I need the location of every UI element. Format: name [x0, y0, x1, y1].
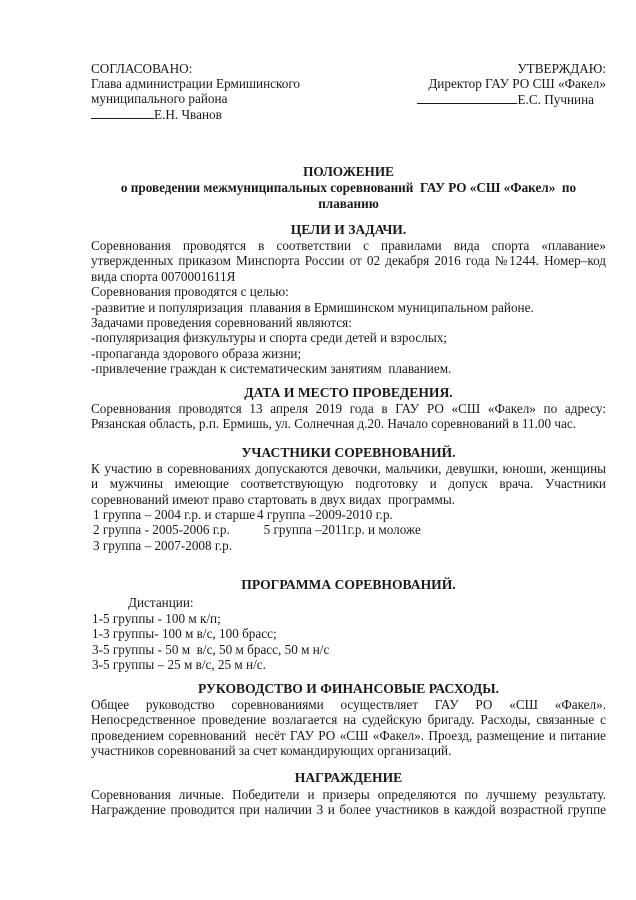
awards-line: Соревнования личные. Победители и призеры определяются по лучшему результату. [91, 787, 606, 802]
date-place-line: Рязанская область, р.п. Ермишь, ул. Солнечная д.20. Начало соревнований в 11.00 час. [91, 416, 577, 432]
participants-line: и мужчины имеющие соответствующую подготовку и допуск врача. Участники [91, 476, 606, 492]
approval-left-signature-name: Е.Н. Чванов [154, 107, 222, 122]
signature-line [417, 91, 517, 104]
approval-left-block [91, 61, 300, 122]
goals-line: -привлечение граждан к систематическим занятиям плаванием. [91, 361, 452, 377]
participants-line: К участию в соревнованиях допускаются девочки, мальчики, девушки, юноши, женщины [91, 461, 606, 476]
section-body-management [91, 697, 606, 759]
distance-line: 1-3 группы- 100 м в/с, 100 брасс; [92, 626, 277, 642]
distance-line: 1-5 группы - 100 м к/п; [92, 611, 221, 626]
goals-line: -развитие и популяризация плавания в Ермишинском муниципальном районе. [91, 299, 534, 315]
goals-line: Соревнования проводятся в соответствии с правилами вида спорта «плавание» [91, 238, 606, 253]
approval-right-title: УТВЕРЖДАЮ: [517, 61, 606, 76]
section-heading-awards: НАГРАЖДЕНИЕ [294, 770, 403, 785]
goals-line: утвержденных приказом Минспорта России от 02 декабря 2016 года №1244. Номер–код [91, 253, 606, 269]
section-heading-program: ПРОГРАММА СОРЕВНОВАНИЙ. [241, 577, 456, 592]
section-heading-participants: УЧАСТНИКИ СОРЕВНОВАНИЙ. [241, 445, 456, 460]
age-group-3: 3 группа – 2007-2008 г.р. [93, 537, 233, 553]
document-subtitle-line2: плаванию [318, 196, 379, 211]
age-group-5: 5 группа –2011г.р. и моложе [257, 522, 421, 538]
section-heading-goals: ЦЕЛИ И ЗАДАЧИ. [290, 222, 407, 237]
age-group-2: 2 группа - 2005-2006 г.р. [93, 522, 230, 538]
goals-line: Соревнования проводятся с целью: [91, 284, 289, 300]
approval-right-line1: Директор ГАУ РО СШ «Факел» [428, 76, 606, 91]
distance-line: 3-5 группы – 25 м в/с, 25 м н/с. [92, 657, 266, 673]
approval-right-signature [417, 91, 618, 107]
management-line: Непосредственное проведение возлагается на судейскую бригаду. Расходы, связанные с [91, 712, 606, 728]
age-group-4: 4 группа –2009-2010 г.р. [257, 507, 393, 522]
management-line: участников соревнований за счет командирующих организаций. [91, 743, 452, 759]
section-heading-date-place: ДАТА И МЕСТО ПРОВЕДЕНИЯ. [244, 385, 453, 400]
section-body-date-place [91, 401, 606, 432]
approval-left-title: СОГЛАСОВАНО: [91, 61, 193, 76]
signature-line [91, 106, 154, 119]
section-heading-management: РУКОВОДСТВО И ФИНАНСОВЫЕ РАСХОДЫ. [197, 681, 500, 696]
approval-left-signature [91, 106, 300, 122]
age-group-row [93, 538, 421, 553]
management-line: проведением соревнований несёт ГАУ РО «СШ «Факел». Проезд, размещение и питание [91, 727, 606, 743]
goals-line: Задачами проведения соревнований являются: [91, 315, 352, 331]
distances-label: Дистанции: [128, 595, 194, 610]
management-line: Общее руководство соревнованиями осуществляет ГАУ РО «СШ «Факел». [91, 697, 606, 712]
section-body-participants [91, 461, 606, 507]
program-distances-list [92, 611, 329, 673]
goals-line: -пропаганда здорового образа жизни; [91, 345, 302, 361]
age-group-1: 1 группа – 2004 г.р. и старше [93, 507, 256, 522]
participants-line: соревнований имеют право стартовать в двух видах программы. [91, 491, 456, 507]
age-group-row [93, 522, 421, 537]
goals-line: -популяризация физкультуры и спорта среди детей и взрослых; [91, 330, 447, 346]
approval-left-line1: Глава администрации Ермишинского [91, 76, 301, 91]
approval-left-line2: муниципального района [91, 91, 228, 106]
approval-right-signature-name: Е.С. Пучнина [517, 92, 594, 107]
date-place-line: Соревнования проводятся 13 апреля 2019 года в ГАУ РО «СШ «Факел» по адресу: [91, 401, 606, 416]
age-group-row [93, 507, 421, 522]
goals-line: вида спорта 0070001611Я [91, 268, 236, 284]
section-body-awards [91, 787, 606, 818]
section-body-goals [91, 238, 606, 377]
distance-line: 3-5 группы - 50 м в/с, 50 м брасс, 50 м н/с [92, 641, 330, 657]
awards-line: Награждение проводится при наличии 3 и более участников в каждой возрастной группе [91, 802, 606, 818]
document-title-block [91, 164, 606, 212]
age-groups-list [93, 507, 421, 553]
document-subtitle-line1: о проведении межмуниципальных соревнований ГАУ РО «СШ «Факел» по [120, 180, 577, 195]
document-title: ПОЛОЖЕНИЕ [303, 164, 394, 179]
approval-right-block [417, 61, 618, 107]
